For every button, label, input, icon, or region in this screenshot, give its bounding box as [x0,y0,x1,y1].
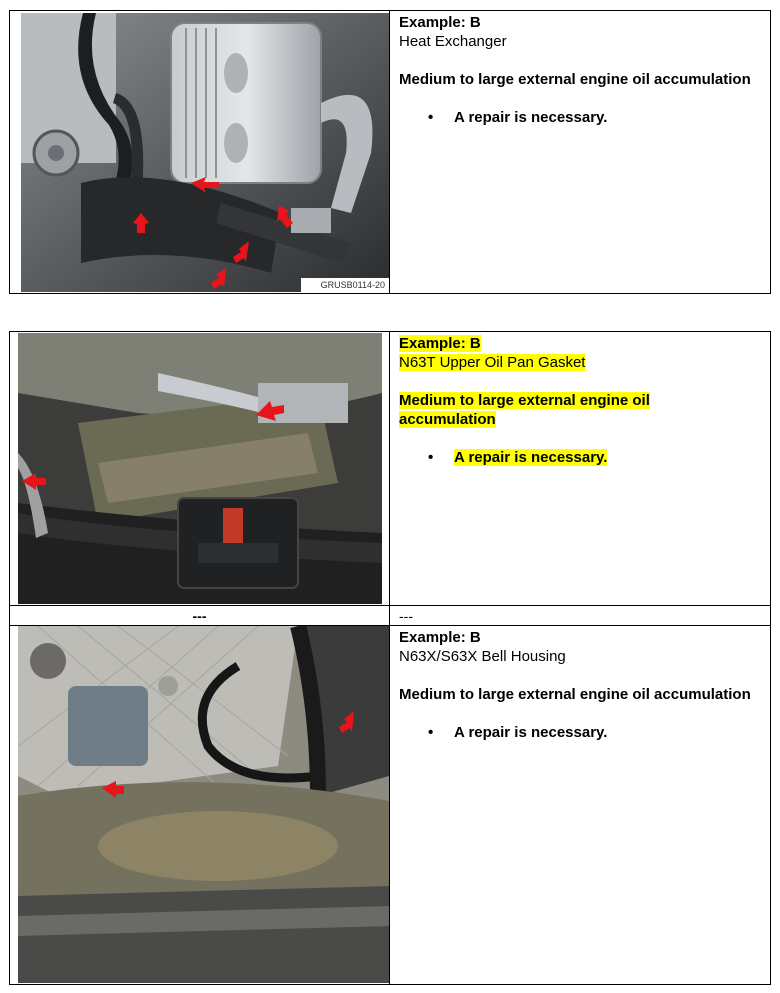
action-item [454,448,762,467]
example-table-oil-pan [9,331,771,985]
action-item: • A repair is necessary. [454,108,762,127]
oil-pan-photo [18,333,382,604]
heat-exchanger-description [391,11,770,293]
separator-right-text: --- [399,608,413,624]
bell-housing-photo-cell [10,626,390,984]
action-item: • A repair is necessary. [454,723,762,742]
oil-pan-description [391,332,770,605]
bell-housing-photo [18,626,389,983]
separator-left [10,606,390,625]
severity-text-line-1: Medium to large external engine oil [399,392,650,409]
example-label: Example: B [399,14,481,31]
example-table-heat-exchanger [9,10,771,294]
component-name: N63X/S63X Bell Housing [399,648,566,665]
component-name: Heat Exchanger [399,33,507,50]
heat-exchanger-photo-cell [10,11,390,293]
heat-exchanger-photo [21,13,389,292]
example-label: Example: B [399,335,481,352]
oil-pan-photo-cell [10,332,390,605]
photo-caption: GRUSB0114-20 [320,280,385,290]
severity-text: Medium to large external engine oil accumulation [399,686,751,703]
severity-text: Medium to large external engine oil accumulation [399,71,751,88]
separator-left-text: --- [192,608,207,624]
separator-row [10,605,770,626]
severity-text-line-2: accumulation [399,411,496,428]
example-label: Example: B [399,629,481,646]
oil-pan-row [10,332,770,605]
action-text: A repair is necessary. [454,449,608,466]
bell-housing-description [391,626,770,984]
bell-housing-row [10,626,770,984]
component-name: N63T Upper Oil Pan Gasket [399,354,586,371]
separator-right [391,606,770,625]
